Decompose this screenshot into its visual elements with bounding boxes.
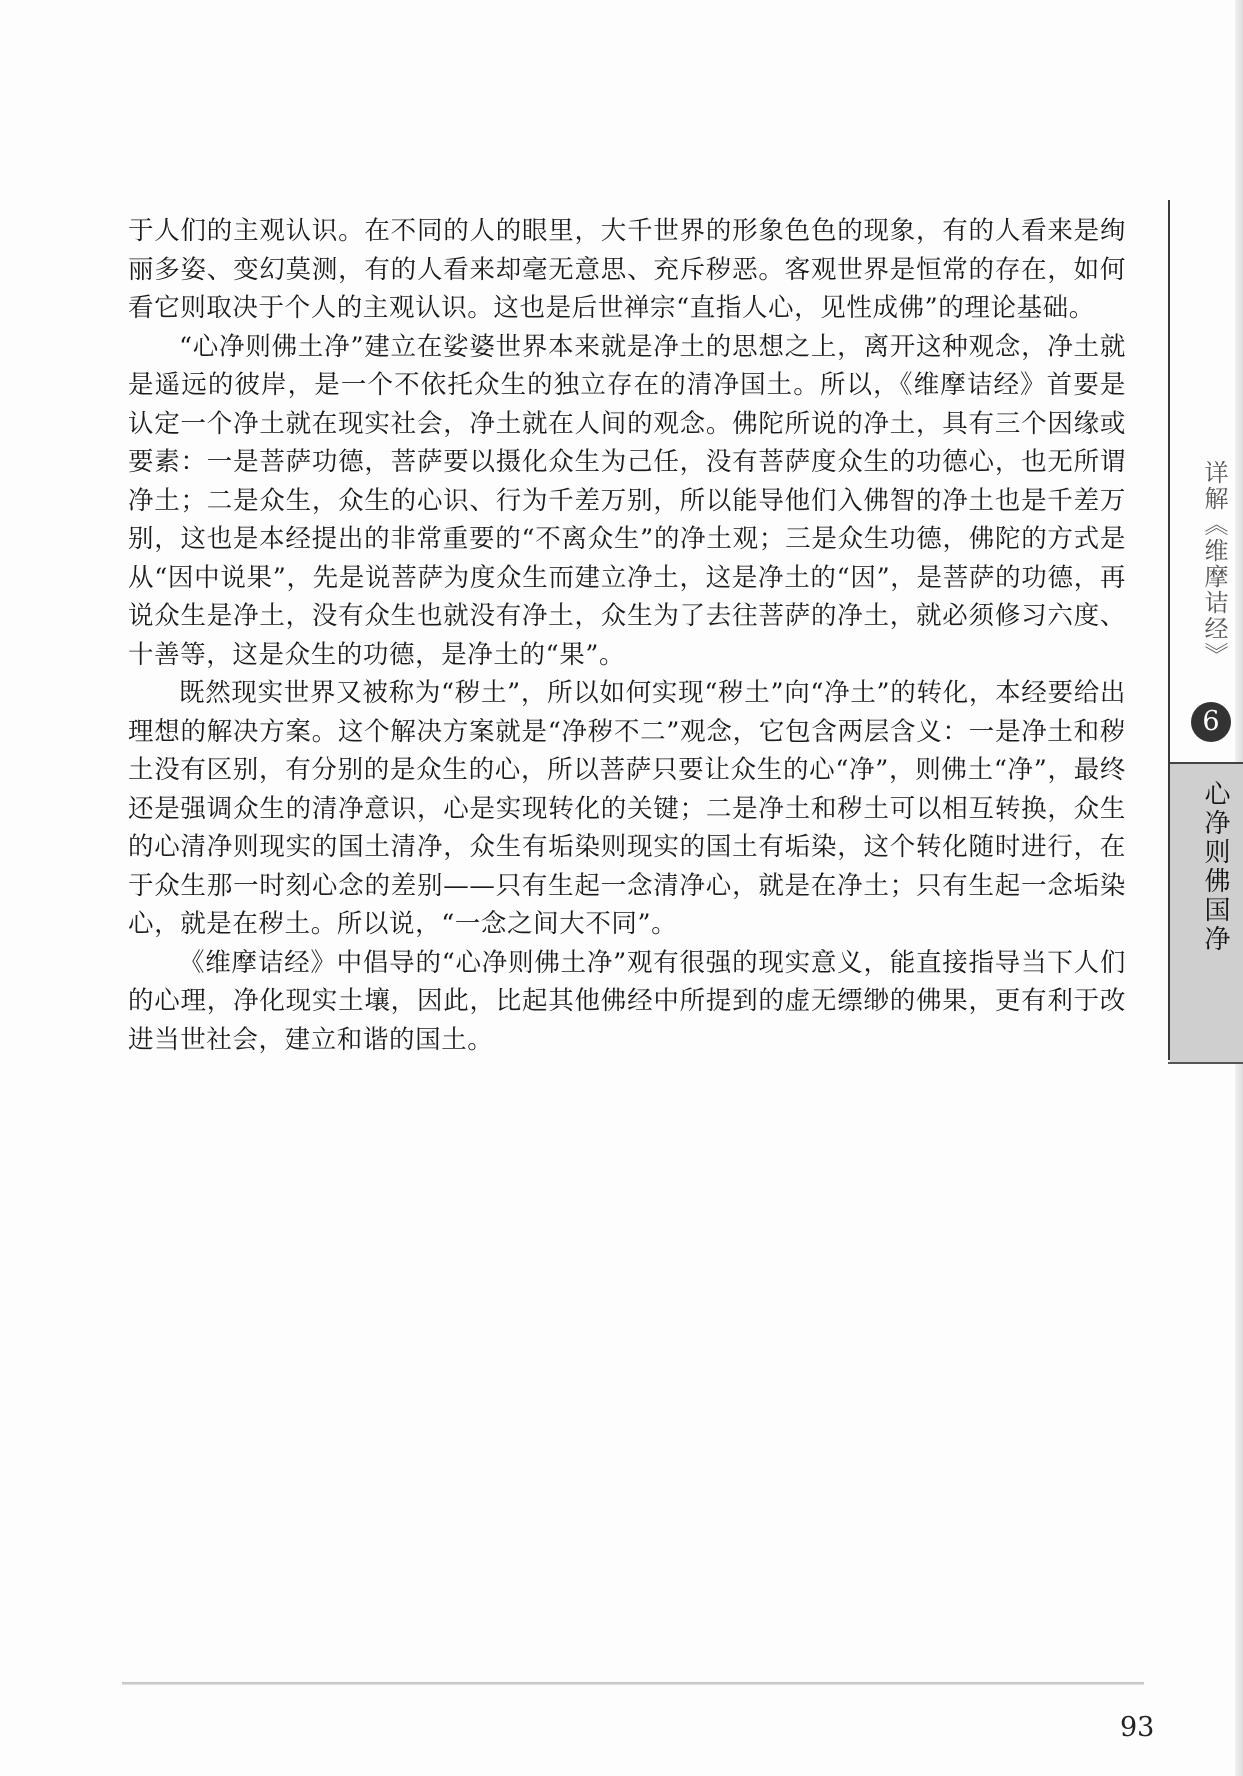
series-title: 详解《维摩诘经》	[1200, 460, 1228, 668]
chapter-title: 心净则佛国净	[1200, 780, 1230, 954]
tab-divider	[1168, 1062, 1243, 1064]
body-text	[128, 212, 1126, 1059]
paragraph-4: 《维摩诘经》中倡导的“心净则佛土净”观有很强的现实意义，能直接指导当下人们的心理，净化现实土壤，因此，比起其他佛经中所提到的虚无缥缈的佛果，更有利于改进当世社会，建立和谐的国土。	[128, 947, 1126, 1055]
page-number: 93	[1120, 1712, 1155, 1743]
paragraph-1: 于人们的主观认识。在不同的人的眼里，大千世界的形象色色的现象，有的人看来是绚丽多姿、变幻莫测，有的人看来却毫无意思、充斥秽恶。客观世界是恒常的存在，如何看它则取决于个人的主观认识。这也是后世禅宗“直指人心，见性成佛”的理论基础。	[128, 216, 1126, 323]
paragraph-3: 既然现实世界又被称为“秽土”，所以如何实现“秽土”向“净土”的转化，本经要给出理想的解决方案。这个解决方案就是“净秽不二”观念，它包含两层含义：一是净土和秽土没有区别，有分别的是众生的心，所以菩萨只要让众生的心“净”，则佛土“净”，最终还是强调众生的清净意识，心是实现转化的关键；二是净土和秽土可以相互转换，众生的心清净则现实的国土清净，众生有垢染则现实的国土有垢染，这个转化随时进行，在于众生那一时刻心念的差别——只有生起一念清净心，就是在净土；只有生起一念垢染心，就是在秽土。所以说，“一念之间大不同”。	[128, 678, 1126, 939]
paragraph-2: “心净则佛土净”建立在娑婆世界本来就是净土的思想之上，离开这种观念，净土就是遥远的彼岸，是一个不依托众生的独立存在的清净国土。所以，《维摩诘经》首要是认定一个净土就在现实社会，净土就在人间的观念。佛陀所说的净土，具有三个因缘或要素：一是菩萨功德，菩萨要以摄化众生为己任，没有菩萨度众生的功德心，也无所谓净土；二是众生，众生的心识、行为千差万别，所以能导他们入佛智的净土也是千差万别，这也是本经提出的非常重要的“不离众生”的净土观；三是众生功德，佛陀的方式是从“因中说果”，先是说菩萨为度众生而建立净土，这是净土的“因”，是菩萨的功德，再说众生是净土，没有众生也就没有净土，众生为了去往菩萨的净土，就必须修习六度、十善等，这是众生的功德，是净土的“果”。	[128, 331, 1126, 670]
chapter-number-badge: 6	[1191, 702, 1231, 742]
footer-divider	[122, 1682, 1144, 1685]
